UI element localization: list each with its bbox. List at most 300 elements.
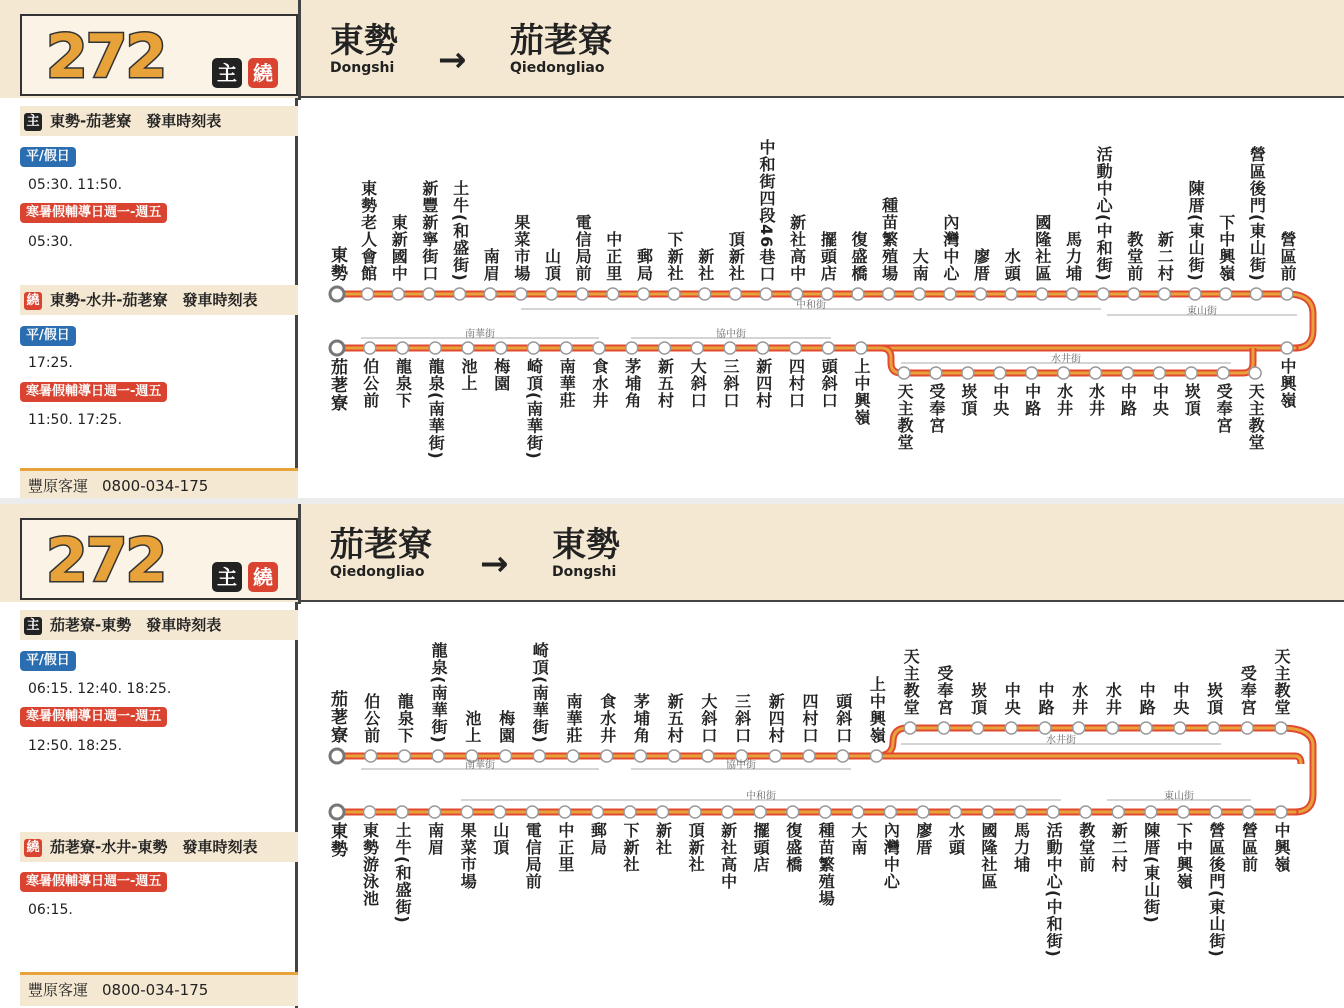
stop-marker bbox=[546, 288, 558, 300]
stop-marker bbox=[1112, 806, 1124, 818]
stop-label: 崁頂 bbox=[1182, 383, 1202, 417]
stop-marker bbox=[1210, 806, 1222, 818]
main-route-icon: 主 bbox=[24, 617, 42, 635]
operator-phone: 0800-034-175 bbox=[102, 477, 209, 495]
stop-label: 東勢老人會館 bbox=[358, 180, 378, 282]
stop-marker bbox=[364, 806, 376, 818]
stop-marker bbox=[884, 806, 896, 818]
stop-marker bbox=[1217, 367, 1229, 379]
stop-marker bbox=[1275, 806, 1287, 818]
destination-name-zh: 東勢 bbox=[552, 525, 620, 565]
departure-times: 06:15. 12:40. 18:25. bbox=[28, 681, 172, 697]
stop-label: 中興嶺 bbox=[1278, 358, 1297, 409]
stop-marker bbox=[454, 288, 466, 300]
street-label: 南華街 bbox=[465, 329, 495, 340]
stop-label: 活動中心(中和街) bbox=[1044, 822, 1064, 958]
stop-label: 上中興嶺 bbox=[867, 676, 887, 744]
stop-label: 營區前 bbox=[1239, 822, 1259, 873]
destination-label bbox=[552, 526, 620, 580]
stop-marker bbox=[787, 806, 799, 818]
terminal-stop-marker bbox=[330, 287, 344, 301]
stop-marker bbox=[944, 288, 956, 300]
origin-name-zh: 東勢 bbox=[330, 21, 398, 61]
stop-label: 土牛(和盛街) bbox=[393, 822, 413, 924]
stop-label: 陳厝(東山街) bbox=[1186, 180, 1206, 282]
stop-marker bbox=[722, 806, 734, 818]
terminal-stop-marker bbox=[330, 341, 344, 355]
stop-label: 天主教堂 bbox=[901, 648, 921, 716]
route-number: 272 bbox=[46, 22, 166, 92]
stop-label: 天主教堂 bbox=[1246, 383, 1266, 451]
stop-label: 中路 bbox=[1036, 682, 1055, 716]
timetable-column bbox=[0, 98, 298, 504]
stop-label: 新社高中 bbox=[787, 214, 807, 282]
stop-label: 中興嶺 bbox=[1272, 822, 1291, 873]
stop-label: 中路 bbox=[1022, 383, 1042, 417]
stop-marker bbox=[1026, 367, 1038, 379]
stop-marker bbox=[659, 342, 671, 354]
stop-label: 新社 bbox=[653, 822, 673, 856]
stop-label: 郵局 bbox=[588, 822, 608, 856]
stop-label: 擺頭店 bbox=[818, 231, 838, 282]
stop-label: 電信局前 bbox=[573, 214, 593, 282]
loop-route-badge: 繞 bbox=[248, 562, 278, 592]
operator-footer bbox=[20, 468, 298, 502]
stop-marker bbox=[883, 288, 895, 300]
stop-label: 中央 bbox=[1170, 682, 1190, 716]
stop-label: 陳厝(東山街) bbox=[1141, 822, 1161, 924]
timetable-title-loop bbox=[20, 832, 298, 862]
stop-label: 水頭 bbox=[946, 822, 966, 856]
timetable-title-main bbox=[20, 106, 298, 136]
stop-label: 山頂 bbox=[490, 822, 510, 856]
stop-marker bbox=[1185, 367, 1197, 379]
stop-label: 新四村 bbox=[753, 358, 773, 409]
stop-label: 三斜口 bbox=[732, 693, 752, 744]
street-label: 中和街 bbox=[746, 791, 776, 802]
stop-label: 茅埔角 bbox=[631, 693, 651, 744]
stop-label: 崁頂 bbox=[1204, 682, 1224, 716]
stop-label: 梅園 bbox=[491, 358, 511, 392]
stop-marker bbox=[769, 750, 781, 762]
stop-label: 馬力埔 bbox=[1011, 822, 1031, 873]
stop-marker bbox=[1177, 806, 1189, 818]
stop-marker bbox=[560, 342, 572, 354]
stop-marker bbox=[624, 806, 636, 818]
stop-marker bbox=[1015, 806, 1027, 818]
stop-label: 新五村 bbox=[665, 693, 685, 744]
stop-label: 新社 bbox=[695, 248, 715, 282]
stop-label: 土牛(和盛街) bbox=[450, 180, 470, 282]
stop-marker bbox=[429, 806, 441, 818]
stop-label: 大斜口 bbox=[688, 358, 708, 409]
direction-arrow: → bbox=[480, 544, 509, 584]
stop-marker bbox=[1058, 367, 1070, 379]
stop-marker bbox=[637, 288, 649, 300]
stop-label: 四村口 bbox=[786, 358, 806, 409]
schedule-tag: 寒暑假輔導日週一-週五 bbox=[20, 707, 167, 727]
stop-label: 中央 bbox=[990, 383, 1010, 417]
route-panel-qiedongliao-to-dongshi bbox=[0, 504, 1344, 1008]
stop-label: 南華莊 bbox=[564, 693, 583, 744]
stop-marker bbox=[1097, 288, 1109, 300]
route-line-inner bbox=[876, 728, 1313, 812]
timetable-title-loop bbox=[20, 285, 298, 315]
timetable-title-text: 茄荖寮-東勢 發車時刻表 bbox=[50, 616, 222, 634]
street-label: 協中街 bbox=[726, 760, 756, 771]
stop-marker bbox=[397, 342, 409, 354]
stop-label: 種苗繁殖場 bbox=[879, 197, 899, 282]
stop-marker bbox=[500, 750, 512, 762]
loop-route-badge: 繞 bbox=[248, 58, 278, 88]
timetable-title-text: 東勢-茄荖寮 發車時刻表 bbox=[50, 112, 222, 130]
stop-label: 活動中心(中和街) bbox=[1094, 146, 1114, 282]
stop-marker bbox=[1281, 342, 1293, 354]
stop-marker bbox=[593, 342, 605, 354]
stop-marker bbox=[484, 288, 496, 300]
stop-marker bbox=[1036, 288, 1048, 300]
stop-marker bbox=[1121, 367, 1133, 379]
stop-label: 電信局前 bbox=[523, 822, 543, 890]
destination-name-zh: 茄荖寮 bbox=[510, 21, 612, 61]
stop-label: 東勢游泳池 bbox=[360, 822, 380, 907]
stop-label: 新五村 bbox=[655, 358, 675, 409]
stop-marker bbox=[364, 342, 376, 354]
stop-label: 教堂前 bbox=[1076, 822, 1096, 873]
stop-label: 天主教堂 bbox=[895, 383, 914, 451]
stop-marker bbox=[1220, 288, 1232, 300]
stop-marker bbox=[1249, 367, 1261, 379]
stop-marker bbox=[1090, 367, 1102, 379]
stop-label: 新四村 bbox=[766, 693, 786, 744]
departure-times: 11:50. 17:25. bbox=[28, 412, 123, 428]
stop-label: 崁頂 bbox=[968, 682, 988, 716]
stop-label: 南眉 bbox=[425, 822, 445, 856]
stop-marker bbox=[724, 342, 736, 354]
stop-marker bbox=[1005, 288, 1017, 300]
stop-marker bbox=[607, 288, 619, 300]
stop-label: 廖厝 bbox=[971, 248, 991, 282]
street-label: 東山街 bbox=[1164, 791, 1194, 802]
loop-route-icon: 繞 bbox=[24, 839, 42, 857]
stop-label: 水頭 bbox=[1002, 248, 1022, 282]
main-route-icon: 主 bbox=[24, 113, 42, 131]
schedule-tag: 平/假日 bbox=[20, 326, 76, 346]
main-route-badge: 主 bbox=[212, 58, 242, 88]
stop-marker bbox=[754, 806, 766, 818]
stop-marker bbox=[515, 288, 527, 300]
stop-label: 新豐新寧街口 bbox=[419, 180, 439, 282]
stop-label: 池上 bbox=[462, 710, 482, 744]
stop-marker bbox=[729, 288, 741, 300]
stop-label: 食水井 bbox=[590, 358, 609, 409]
stop-label: 中和街四段46巷口 bbox=[757, 139, 777, 283]
stop-label: 茅埔角 bbox=[622, 358, 642, 409]
stop-label: 郵局 bbox=[634, 248, 654, 282]
stop-marker bbox=[898, 367, 910, 379]
stop-marker bbox=[668, 288, 680, 300]
destination-name-en: Qiedongliao bbox=[510, 60, 605, 76]
stop-label: 伯公前 bbox=[360, 358, 380, 409]
stop-label: 下中興嶺 bbox=[1174, 822, 1194, 890]
stop-marker bbox=[837, 750, 849, 762]
stop-marker bbox=[1189, 288, 1201, 300]
stop-label: 國隆社區 bbox=[1032, 214, 1052, 282]
stop-label: 四村口 bbox=[800, 693, 819, 744]
route-number: 272 bbox=[46, 526, 166, 596]
divider bbox=[298, 0, 301, 100]
stop-marker bbox=[591, 806, 603, 818]
stop-label: 龍泉下 bbox=[395, 693, 415, 744]
departure-times: 17:25. bbox=[28, 355, 73, 371]
stop-marker bbox=[1158, 288, 1170, 300]
origin-label bbox=[330, 526, 432, 580]
schedule-tag: 平/假日 bbox=[20, 651, 76, 671]
stop-marker bbox=[423, 288, 435, 300]
stop-marker bbox=[1174, 722, 1186, 734]
stop-marker bbox=[938, 722, 950, 734]
stop-marker bbox=[657, 806, 669, 818]
stop-marker bbox=[790, 342, 802, 354]
stop-label: 崎頂(南華街) bbox=[524, 358, 544, 460]
route-logo bbox=[20, 518, 298, 600]
origin-label bbox=[330, 22, 398, 76]
stop-marker bbox=[1080, 806, 1092, 818]
stop-label: 國隆社區 bbox=[979, 822, 999, 890]
stop-marker bbox=[528, 342, 540, 354]
stop-label: 東新國中 bbox=[389, 214, 409, 282]
stop-label: 內灣中心 bbox=[881, 822, 901, 890]
stop-label: 水井 bbox=[1054, 383, 1074, 417]
stop-marker bbox=[495, 342, 507, 354]
street-label: 南華街 bbox=[465, 760, 495, 771]
stop-label: 食水井 bbox=[597, 693, 617, 744]
stop-label: 營區後門(東山街) bbox=[1206, 822, 1226, 958]
stop-label: 茄荖寮 bbox=[327, 690, 347, 744]
terminal-stop-marker bbox=[330, 749, 344, 763]
stop-marker bbox=[1208, 722, 1220, 734]
stop-marker bbox=[870, 750, 882, 762]
origin-name-en: Qiedongliao bbox=[330, 564, 425, 580]
stop-marker bbox=[904, 722, 916, 734]
stop-label: 南華莊 bbox=[557, 358, 577, 409]
stop-marker bbox=[526, 806, 538, 818]
destination-label bbox=[510, 22, 612, 76]
stop-marker bbox=[567, 750, 579, 762]
stop-label: 頂新社 bbox=[726, 231, 746, 282]
stop-label: 馬力埔 bbox=[1063, 231, 1083, 282]
stop-marker bbox=[972, 722, 984, 734]
stop-label: 中正里 bbox=[555, 822, 575, 873]
stop-marker bbox=[396, 806, 408, 818]
departure-times: 12:50. 18:25. bbox=[28, 738, 123, 754]
stop-label: 崁頂 bbox=[958, 383, 978, 417]
stop-marker bbox=[365, 750, 377, 762]
stop-label: 中正里 bbox=[603, 231, 623, 282]
route-logo bbox=[20, 14, 298, 96]
stop-marker bbox=[559, 806, 571, 818]
stop-label: 下新社 bbox=[665, 231, 685, 282]
origin-name-en: Dongshi bbox=[330, 60, 395, 76]
stop-marker bbox=[1047, 806, 1059, 818]
stop-label: 水井 bbox=[1086, 383, 1106, 417]
stop-label: 新二村 bbox=[1155, 231, 1175, 282]
operator-name: 豐原客運 bbox=[28, 477, 89, 495]
stop-label: 水井 bbox=[1069, 682, 1089, 716]
stop-marker bbox=[1066, 288, 1078, 300]
stop-marker bbox=[962, 367, 974, 379]
operator-phone: 0800-034-175 bbox=[102, 981, 209, 999]
stop-marker bbox=[852, 288, 864, 300]
stop-label: 新二村 bbox=[1109, 822, 1129, 873]
stop-label: 頭斜口 bbox=[833, 693, 853, 744]
stop-label: 營區後門(東山街) bbox=[1247, 146, 1267, 282]
divider bbox=[298, 504, 301, 604]
stop-marker bbox=[1106, 722, 1118, 734]
stop-marker bbox=[1140, 722, 1152, 734]
stop-marker bbox=[432, 750, 444, 762]
street-label: 協中街 bbox=[716, 329, 746, 340]
stop-label: 龍泉(南華街) bbox=[429, 642, 449, 744]
stop-marker bbox=[803, 750, 815, 762]
stop-marker bbox=[1241, 722, 1253, 734]
stop-marker bbox=[917, 806, 929, 818]
operator-name: 豐原客運 bbox=[28, 981, 89, 999]
stop-marker bbox=[1153, 367, 1165, 379]
stop-marker bbox=[392, 288, 404, 300]
timetable-title-text: 東勢-水井-茄荖寮 發車時刻表 bbox=[50, 291, 258, 309]
departure-times: 06:15. bbox=[28, 902, 73, 918]
stop-label: 果菜市場 bbox=[511, 214, 531, 282]
stop-label: 天主教堂 bbox=[1272, 648, 1291, 716]
stop-marker bbox=[982, 806, 994, 818]
stop-marker bbox=[668, 750, 680, 762]
stop-label: 教堂前 bbox=[1124, 231, 1144, 282]
stop-label: 受奉宮 bbox=[934, 665, 954, 716]
stop-label: 頭斜口 bbox=[819, 358, 839, 409]
stop-label: 下新社 bbox=[620, 822, 640, 873]
stop-marker bbox=[1275, 722, 1287, 734]
street-label: 中和街 bbox=[796, 300, 826, 311]
stop-label: 內灣中心 bbox=[940, 214, 960, 282]
stop-label: 池上 bbox=[459, 358, 478, 392]
stop-marker bbox=[1250, 288, 1262, 300]
stop-marker bbox=[994, 367, 1006, 379]
stop-marker bbox=[601, 750, 613, 762]
operator-footer bbox=[20, 972, 298, 1006]
stop-marker bbox=[362, 288, 374, 300]
stop-label: 崎頂(南華街) bbox=[530, 642, 550, 744]
schedule-tag: 寒暑假輔導日週一-週五 bbox=[20, 872, 167, 892]
stop-label: 大斜口 bbox=[698, 693, 718, 744]
stop-label: 受奉宮 bbox=[926, 383, 946, 434]
stop-label: 東勢 bbox=[327, 822, 347, 858]
stop-label: 大南 bbox=[910, 248, 930, 282]
stop-marker bbox=[1128, 288, 1140, 300]
stop-marker bbox=[462, 342, 474, 354]
stop-marker bbox=[975, 288, 987, 300]
stop-label: 復盛橋 bbox=[848, 231, 868, 282]
departure-times: 05:30. 11:50. bbox=[28, 177, 123, 193]
stop-label: 梅園 bbox=[496, 710, 516, 744]
stop-label: 三斜口 bbox=[721, 358, 740, 409]
stop-marker bbox=[702, 750, 714, 762]
street-label: 東山街 bbox=[1187, 306, 1217, 317]
timetable-column bbox=[0, 602, 298, 1008]
stop-label: 水井 bbox=[1103, 682, 1123, 716]
street-label: 水井街 bbox=[1051, 354, 1081, 365]
timetable-title-main bbox=[20, 610, 298, 640]
stop-marker bbox=[822, 342, 834, 354]
stop-label: 受奉宮 bbox=[1238, 665, 1258, 716]
route-line bbox=[876, 728, 1313, 812]
stop-label: 上中興嶺 bbox=[852, 358, 871, 426]
stop-label: 伯公前 bbox=[361, 693, 381, 744]
stop-marker bbox=[533, 750, 545, 762]
route-line-inner bbox=[876, 756, 1301, 764]
stop-marker bbox=[819, 806, 831, 818]
street-label: 水井街 bbox=[1046, 735, 1076, 746]
stop-label: 營區前 bbox=[1278, 231, 1297, 282]
schedule-tag: 平/假日 bbox=[20, 147, 76, 167]
stop-marker bbox=[930, 367, 942, 379]
stop-label: 中路 bbox=[1118, 383, 1138, 417]
timetable-title-text: 茄荖寮-水井-東勢 發車時刻表 bbox=[50, 838, 258, 856]
stop-label: 東勢 bbox=[327, 246, 347, 282]
stop-label: 龍泉(南華街) bbox=[426, 358, 446, 460]
stop-marker bbox=[855, 342, 867, 354]
stop-label: 頂新社 bbox=[686, 822, 706, 873]
stop-marker bbox=[949, 806, 961, 818]
route-map bbox=[301, 602, 1344, 1008]
stop-label: 山頂 bbox=[542, 248, 562, 282]
stop-label: 中央 bbox=[1150, 383, 1170, 417]
stop-marker bbox=[913, 288, 925, 300]
stop-label: 受奉宮 bbox=[1214, 383, 1234, 434]
stop-label: 龍泉下 bbox=[393, 358, 413, 409]
stop-marker bbox=[1005, 722, 1017, 734]
stop-label: 復盛橋 bbox=[783, 822, 803, 873]
terminal-stop-marker bbox=[330, 805, 344, 819]
departure-times: 05:30. bbox=[28, 234, 73, 250]
stop-marker bbox=[461, 806, 473, 818]
stop-marker bbox=[634, 750, 646, 762]
stop-marker bbox=[1145, 806, 1157, 818]
stop-marker bbox=[852, 806, 864, 818]
stop-marker bbox=[691, 342, 703, 354]
main-route-badge: 主 bbox=[212, 562, 242, 592]
direction-arrow: → bbox=[438, 40, 467, 80]
stop-label: 南眉 bbox=[481, 248, 501, 282]
stop-marker bbox=[1242, 806, 1254, 818]
route-line-diagram bbox=[301, 602, 1344, 1008]
schedule-tag: 寒暑假輔導日週一-週五 bbox=[20, 382, 167, 402]
route-map bbox=[301, 98, 1344, 504]
stop-marker bbox=[626, 342, 638, 354]
stop-label: 種苗繁殖場 bbox=[816, 822, 836, 907]
stop-label: 廖厝 bbox=[913, 822, 933, 856]
stop-marker bbox=[576, 288, 588, 300]
stop-marker bbox=[429, 342, 441, 354]
stop-label: 新社高中 bbox=[718, 822, 738, 890]
stop-marker bbox=[398, 750, 410, 762]
stop-label: 大南 bbox=[848, 822, 868, 856]
stop-label: 中路 bbox=[1137, 682, 1157, 716]
stop-marker bbox=[494, 806, 506, 818]
stop-marker bbox=[689, 806, 701, 818]
loop-route-icon: 繞 bbox=[24, 292, 42, 310]
stop-label: 下中興嶺 bbox=[1216, 214, 1236, 282]
